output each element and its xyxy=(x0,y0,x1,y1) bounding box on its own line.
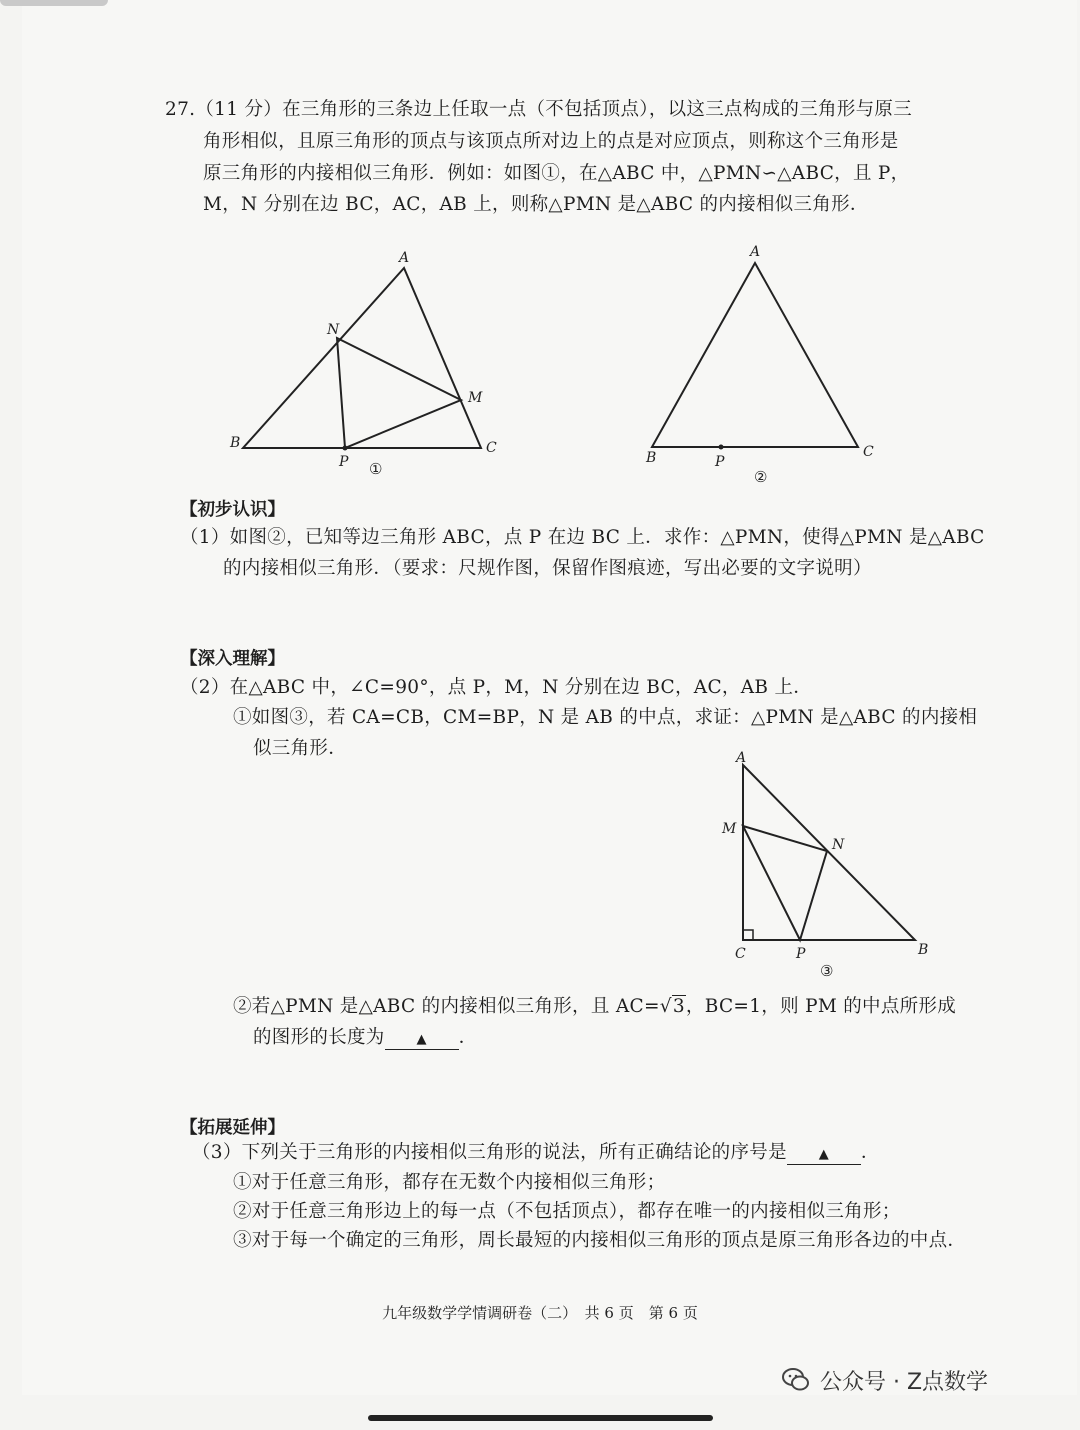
q1-line-1: （1）如图②，已知等边三角形 ABC，点 P 在边 BC 上．求作：△PMN，使得△PMN 是△ABC xyxy=(180,527,985,548)
q2b-line-2 xyxy=(253,1025,477,1051)
q2a-line-2: 似三角形． xyxy=(253,738,348,759)
watermark xyxy=(782,1365,988,1396)
fig1-label-a: A xyxy=(399,250,410,266)
page-footer: 九年级数学学情调研卷（二） 共 6 页 第 6 页 xyxy=(382,1304,698,1322)
wechat-icon xyxy=(782,1367,810,1393)
q2b-text-pre: ②若△PMN 是△ABC 的内接相似三角形，且 AC= xyxy=(233,996,660,1017)
q3-option-1: ①对于任意三角形，都存在无数个内接相似三角形； xyxy=(233,1172,666,1193)
q3-text: （3）下列关于三角形的内接相似三角形的说法，所有正确结论的序号是 xyxy=(192,1142,787,1163)
fig3-label-m: M xyxy=(722,821,737,837)
q3-option-2: ②对于任意三角形边上的每一点（不包括顶点），都存在唯一的内接相似三角形； xyxy=(233,1201,901,1222)
fig2-label-c: C xyxy=(863,444,874,460)
q3-line-1 xyxy=(192,1140,880,1166)
watermark-text: 公众号 · Z点数学 xyxy=(820,1370,989,1395)
fig1-label-n: N xyxy=(327,322,340,338)
fig1-caption: ① xyxy=(369,460,383,478)
fig2-label-a: A xyxy=(750,244,761,260)
fig1-label-c: C xyxy=(486,440,497,456)
fig3-caption: ③ xyxy=(820,962,834,980)
section2-header: 【深入理解】 xyxy=(180,649,285,669)
fig2-caption: ② xyxy=(754,468,768,486)
fig3-label-a: A xyxy=(736,750,747,766)
home-indicator[interactable] xyxy=(368,1415,713,1421)
problem-points: （11 分） xyxy=(195,99,283,120)
fig2-label-p: P xyxy=(715,454,725,470)
fig1-label-p: P xyxy=(339,454,349,470)
q2b-line-1 xyxy=(233,994,956,1020)
problem-line-2: 角形相似，且原三角形的顶点与该顶点所对边上的点是对应顶点，则称这个三角形是 xyxy=(203,131,899,152)
fig3-label-p: P xyxy=(796,946,806,962)
problem-line-3: 原三角形的内接相似三角形．例如：如图①，在△ABC 中，△PMN∽△ABC，且 P， xyxy=(203,163,910,184)
answer-blank-q3[interactable]: ▲ xyxy=(787,1146,861,1165)
fig3-label-c: C xyxy=(735,946,746,962)
problem-line-4: M，N 分别在边 BC，AC，AB 上，则称△PMN 是△ABC 的内接相似三角形． xyxy=(203,194,869,215)
q2b-text-2: 的图形的长度为 xyxy=(253,1027,385,1048)
q2-line-1: （2）在△ABC 中，∠C=90°，点 P，M，N 分别在边 BC，AC，AB 上． xyxy=(180,677,813,698)
q3-option-3: ③对于每一个确定的三角形，周长最短的内接相似三角形的顶点是原三角形各边的中点． xyxy=(233,1230,967,1251)
q3-text-end: ． xyxy=(860,1142,880,1163)
fig1-label-m: M xyxy=(468,390,483,406)
fig2-label-b: B xyxy=(646,450,657,466)
fig3-label-b: B xyxy=(918,942,929,958)
q2b-text-end: ． xyxy=(458,1027,478,1048)
section1-header: 【初步认识】 xyxy=(180,500,285,520)
sqrt-radicand: 3 xyxy=(672,996,685,1017)
q1-line-2: 的内接相似三角形．（要求：尺规作图，保留作图痕迹，写出必要的文字说明） xyxy=(223,558,872,579)
problem-number: 27. xyxy=(165,99,196,120)
answer-blank-q2b[interactable]: ▲ xyxy=(385,1031,459,1050)
fig1-label-b: B xyxy=(230,435,241,451)
sqrt-expression: √3 xyxy=(659,996,685,1017)
q2b-text-mid: ，BC=1，则 PM 的中点所形成 xyxy=(685,996,957,1017)
section3-header: 【拓展延伸】 xyxy=(180,1118,285,1138)
intro-text-1: 在三角形的三条边上任取一点（不包括顶点），以这三点构成的三角形与原三 xyxy=(282,99,913,120)
q2a-line-1: ①如图③，若 CA=CB，CM=BP，N 是 AB 的中点，求证：△PMN 是△ABC 的内接相 xyxy=(233,707,978,728)
fig3-label-n: N xyxy=(832,837,845,853)
